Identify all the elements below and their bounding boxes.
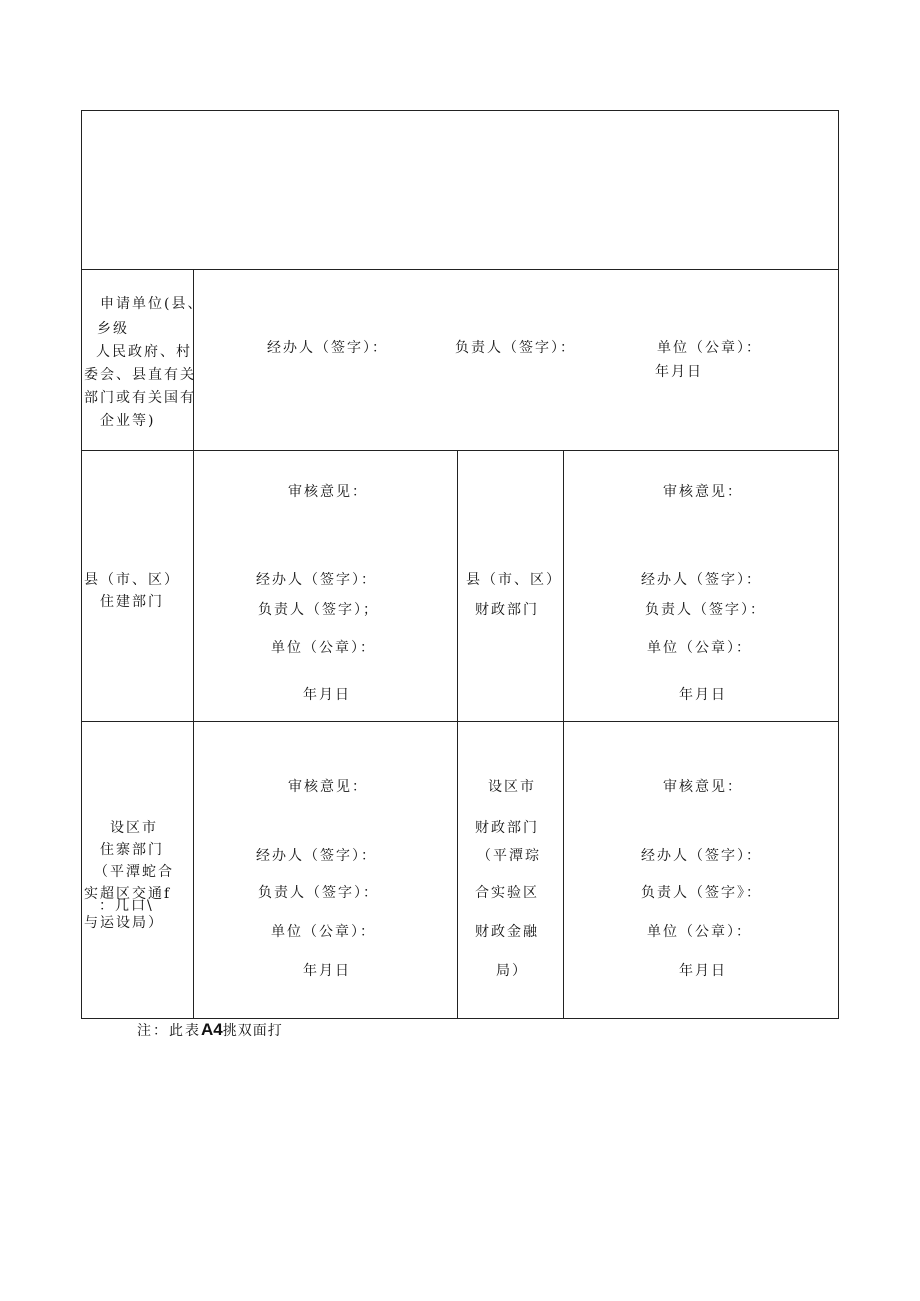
city-housing-label-line-6: 与运设局）	[84, 915, 164, 931]
applicant-label-line-6: 企业等)	[100, 413, 156, 429]
city-housing-unit-seal: 单位（公章）：	[271, 924, 376, 940]
city-housing-label-line-3: （平潭蛇合	[94, 864, 174, 880]
middle-column-divider-left	[457, 450, 458, 1019]
county-finance-label-line-1: 县（市、区）	[466, 572, 562, 588]
county-finance-label-line-2: 财政部门	[475, 602, 539, 618]
city-finance-date: 年月日	[679, 963, 727, 979]
county-housing-responsible-signature: 负责人（签字）；	[258, 602, 379, 618]
city-finance-label-line-5: 财政金融	[475, 924, 539, 940]
city-finance-label-line-3: （平潭琮	[477, 848, 541, 864]
county-finance-handler-signature: 经办人（签字）：	[641, 572, 762, 588]
city-finance-opinion: 审核意见：	[663, 779, 743, 795]
county-finance-responsible-signature: 负责人（签字）：	[645, 602, 766, 618]
city-finance-label-line-6: 局）	[496, 963, 528, 979]
county-finance-unit-seal: 单位（公章）：	[647, 640, 752, 656]
city-finance-label-line-2: 财政部门	[475, 820, 539, 836]
applicant-label-line-3: 人民政府、村	[96, 344, 192, 360]
city-housing-label-line-5: ：几口\	[99, 898, 154, 914]
city-housing-responsible-signature: 负责人（签字）：	[258, 885, 379, 901]
applicant-label-line-2: 乡级	[97, 321, 129, 337]
county-housing-date: 年月日	[303, 687, 351, 703]
city-housing-label-line-1: 设区市	[110, 820, 158, 836]
county-housing-unit-seal: 单位（公章）：	[271, 640, 376, 656]
county-housing-label-line-2: 住建部门	[100, 594, 164, 610]
row-divider-2	[81, 450, 839, 451]
applicant-handler-signature: 经办人（签字）：	[267, 340, 388, 356]
city-housing-label-line-4: 实超区交通f	[84, 886, 172, 902]
county-housing-opinion: 审核意见：	[288, 484, 368, 500]
county-finance-date: 年月日	[679, 687, 727, 703]
city-housing-opinion: 审核意见：	[288, 779, 368, 795]
city-housing-handler-signature: 经办人（签字）：	[256, 848, 377, 864]
city-finance-label-line-4: 合实验区	[475, 885, 539, 901]
footnote-paper-size: A4	[201, 1020, 223, 1039]
applicant-unit-seal: 单位（公章）：	[657, 340, 762, 356]
row-divider-3	[81, 721, 839, 722]
county-housing-label-line-1: 县（市、区）	[84, 572, 180, 588]
county-finance-opinion: 审核意见：	[663, 484, 743, 500]
applicant-date: 年月日	[655, 364, 703, 380]
city-finance-label-line-1: 设区市	[488, 779, 536, 795]
city-housing-date: 年月日	[303, 963, 351, 979]
applicant-responsible-signature: 负责人（签字）：	[455, 340, 576, 356]
middle-column-divider-right	[563, 450, 564, 1019]
county-housing-handler-signature: 经办人（签字）：	[256, 572, 377, 588]
applicant-label-line-5: 部门或有关国有	[84, 390, 196, 406]
footnote-prefix: 注：此表	[137, 1023, 201, 1039]
city-finance-unit-seal: 单位（公章）：	[647, 924, 752, 940]
applicant-label-line-1: 申请单位(县、	[100, 296, 204, 312]
city-housing-label-line-2: 住寨部门	[100, 842, 164, 858]
city-finance-responsible-signature: 负责人（签字》：	[641, 885, 762, 901]
footnote-suffix: 挑双面打	[222, 1023, 283, 1039]
row-divider-1	[81, 269, 839, 270]
footnote	[137, 1020, 283, 1041]
applicant-label-line-4: 委会、县直有关	[84, 367, 196, 383]
city-finance-handler-signature: 经办人（签字）：	[641, 848, 762, 864]
